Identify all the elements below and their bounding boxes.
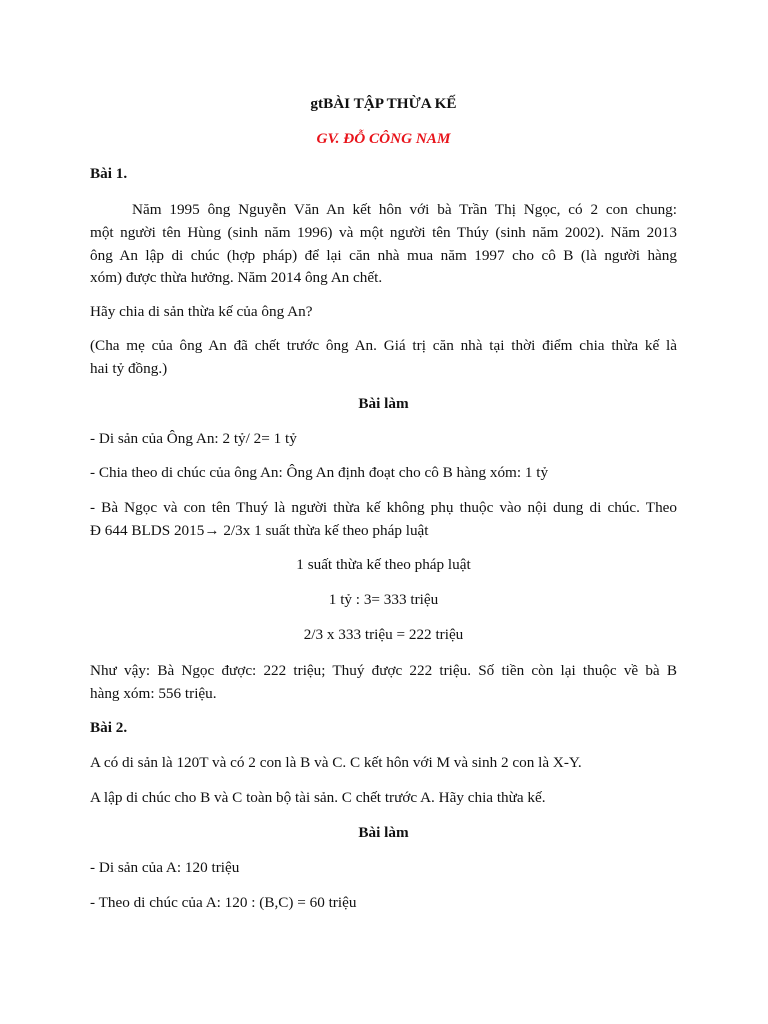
bai2-heading: Bài 2. [90, 719, 128, 736]
bai1-calc-line: 1 suất thừa kế theo pháp luật [296, 556, 471, 573]
bai1-answer-line: - Bà Ngọc và con tên Thuý là người thừa kế không phụ thuộc vào nội dung di chúc. Theo [90, 499, 677, 516]
bai1-paragraph-line: Năm 1995 ông Nguyễn Văn An kết hôn với bà Trần Thị Ngọc, có 2 con chung: [132, 201, 677, 218]
bai1-conclusion-line: hàng xóm: 556 triệu. [90, 685, 217, 702]
bai1-answer-line: - Di sản của Ông An: 2 tỷ/ 2= 1 tỷ [90, 430, 297, 447]
bai1-answer-heading: Bài làm [358, 395, 409, 412]
bai2-answer-heading: Bài làm [358, 824, 409, 841]
bai1-note-line: hai tỷ đồng.) [90, 360, 168, 377]
bai1-heading: Bài 1. [90, 165, 128, 182]
bai1-conclusion-line: Như vậy: Bà Ngọc được: 222 triệu; Thuý được 222 triệu. Số tiền còn lại thuộc về bà B [90, 662, 677, 679]
bai2-line: A lập di chúc cho B và C toàn bộ tài sản. C chết trước A. Hãy chia thừa kế. [90, 789, 546, 806]
bai1-paragraph-line: xóm) được thừa hưởng. Năm 2014 ông An chết. [90, 269, 383, 286]
document-title: gtBÀI TẬP THỪA KẾ [310, 95, 457, 112]
bai2-answer-line: - Di sản của A: 120 triệu [90, 859, 240, 876]
bai1-paragraph-line: ông An lập di chúc (hợp pháp) để lại căn nhà mua năm 1997 cho cô B (là người hàng [90, 247, 677, 264]
bai1-paragraph-line: một người tên Hùng (sinh năm 1996) và một người tên Thúy (sinh năm 2002). Năm 2013 [90, 224, 677, 241]
bai2-answer-line: - Theo di chúc của A: 120 : (B,C) = 60 triệu [90, 894, 357, 911]
bai1-calc-line: 2/3 x 333 triệu = 222 triệu [303, 626, 464, 643]
bai1-note-line: (Cha mẹ của ông An đã chết trước ông An. Giá trị căn nhà tại thời điểm chia thừa kế là [90, 337, 677, 354]
bai2-line: A có di sản là 120T và có 2 con là B và C. C kết hôn với M và sinh 2 con là X-Y. [90, 754, 582, 771]
bai1-answer-line: - Chia theo di chúc của ông An: Ông An định đoạt cho cô B hàng xóm: 1 tỷ [90, 464, 549, 481]
bai1-answer-line: Đ 644 BLDS 2015→ 2/3x 1 suất thừa kế theo pháp luật [90, 522, 429, 539]
author-line: GV. ĐỖ CÔNG NAM [316, 130, 451, 147]
bai1-calc-line: 1 tỷ : 3= 333 triệu [328, 591, 439, 608]
bai1-question: Hãy chia di sản thừa kế của ông An? [90, 303, 313, 320]
